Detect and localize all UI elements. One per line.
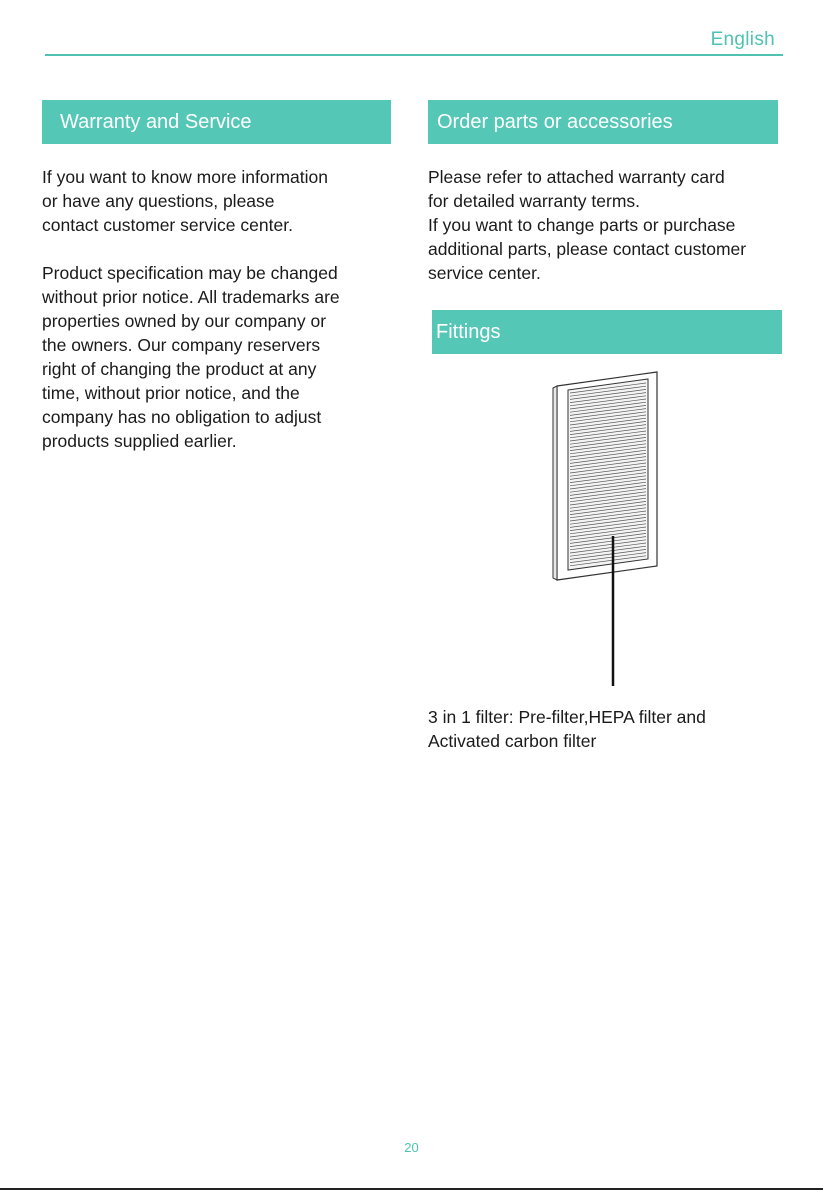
filter-pleats (570, 383, 646, 566)
fittings-section-heading: Fittings (432, 310, 782, 354)
filter-caption: 3 in 1 filter: Pre-filter,HEPA filter and Activated carbon filter (428, 707, 706, 751)
order-parts-paragraph: Please refer to attached warranty card for detailed warranty terms. If you want to change parts or purchase additional parts, please contact customer service center. (428, 167, 747, 283)
footer-divider (0, 1188, 823, 1190)
warranty-paragraph-2: Product specification may be changed without prior notice. All trademarks are properties owned by our company or the owners. Our company reservers right of changing the product at any time, without prior notice, and the company has no obligation to adjust products supplied earlier. (42, 263, 340, 451)
warranty-section-heading: Warranty and Service (42, 100, 391, 144)
filter-illustration (550, 368, 665, 688)
header-divider (45, 54, 783, 56)
page-number: 20 (404, 1140, 419, 1155)
warranty-paragraph-1: If you want to know more information or have any questions, please contact customer service center. (42, 167, 328, 235)
filter-frame-side (553, 386, 557, 580)
language-label: English (710, 29, 775, 50)
order-parts-section-heading: Order parts or accessories (428, 100, 778, 144)
